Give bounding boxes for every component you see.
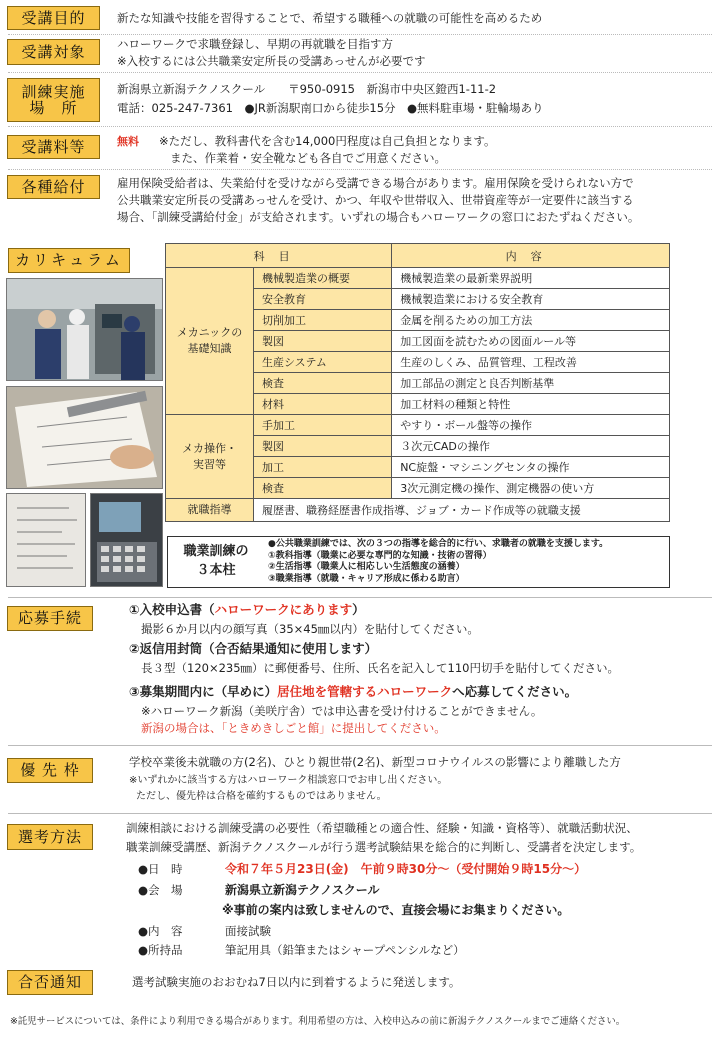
category-line: 実習等 [193, 457, 226, 471]
label-result: 合否通知 [7, 970, 93, 995]
selection-place-key: ●会 場 [138, 883, 183, 897]
pillars-description [268, 539, 608, 585]
app-step1-head: ①入校申込書（ [129, 602, 215, 617]
label-application: 応募手続 [7, 606, 93, 631]
label-venue-line2: 場 所 [29, 99, 78, 117]
pillars-line: ③職業指導（就職・キャリア形成に係わる助言） [268, 573, 465, 584]
subject-cell: 安全教育 [254, 289, 392, 310]
app-step1-heading [129, 601, 365, 618]
subject-cell: 加工 [254, 457, 392, 478]
header-content: 内容 [392, 244, 670, 268]
label-venue [7, 78, 100, 122]
selection-items-key: ●所持品 [138, 943, 183, 957]
selection-date-value: 令和７年５月23日(金) 午前９時30分～（受付開始９時15分～） [225, 862, 587, 876]
photo-drawing-measurement [6, 386, 163, 489]
benefits-line2: 公共職業安定所長の受講あっせんを受け、かつ、年収や世帯収入、世帯資産等が一定要件に該当する [117, 193, 634, 207]
selection-date-key: ●日 時 [138, 862, 183, 876]
pillars-line: ②生活指導（職業人に相応しい生活態度の涵養） [268, 562, 465, 572]
category-job-guidance: 就職指導 [166, 499, 254, 522]
venue-address: 新潟県立新潟テクノスクール 〒950-0915 新潟市中央区鐙西1-11-2 [117, 82, 497, 96]
table-row [166, 415, 670, 436]
subject-cell: 製図 [254, 436, 392, 457]
drawing-illustration [7, 387, 163, 489]
app-step3-heading [129, 683, 577, 700]
curriculum-header-row [166, 244, 670, 268]
content-cell: 3次元測定機の操作、測定機器の使い方 [392, 478, 670, 499]
notes-illustration [7, 494, 86, 587]
app-step1-text: 撮影６か月以内の顔写真（35×45㎜以内）を貼付してください。 [141, 622, 479, 636]
app-step1-red: ハローワークにあります [214, 602, 353, 617]
app-step3-note2: 新潟の場合は、「ときめきしごと館」に提出してください。 [141, 721, 446, 735]
category-mechanic-practice [166, 415, 254, 499]
app-step3-red: 居住地を管轄するハローワーク [277, 684, 453, 699]
priority-line1: 学校卒業後未就職の方(2名)、ひとり親世帯(2名)、新型コロナウイルスの影響により離職した方 [129, 755, 621, 769]
content-cell: やすり・ボール盤等の操作 [392, 415, 670, 436]
pillars-title-line: 職業訓練の [183, 544, 249, 559]
control-panel-illustration [91, 494, 163, 587]
target-line2: ※入校するには公共職業安定所長の受講あっせんが必要です [117, 54, 426, 68]
pillars-title [172, 542, 260, 580]
subject-cell: 切削加工 [254, 310, 392, 331]
subject-cell: 生産システム [254, 352, 392, 373]
label-selection: 選考方法 [7, 824, 93, 850]
label-fee: 受講料等 [7, 135, 100, 159]
selection-content-key: ●内 容 [138, 924, 183, 938]
content-cell: 加工図面を読むための図面ルール等 [392, 331, 670, 352]
content-cell: 機械製造業における安全教育 [392, 289, 670, 310]
app-step3-head: ③募集期間内に（早めに） [129, 684, 278, 699]
selection-place-value: 新潟県立新潟テクノスクール [225, 883, 380, 897]
label-benefits: 各種給付 [7, 175, 100, 199]
label-priority: 優 先 枠 [7, 758, 93, 783]
subject-cell: 製図 [254, 331, 392, 352]
fee-free: 無料 [117, 135, 139, 148]
photo-training-workshop [6, 278, 163, 381]
selection-content-value: 面接試験 [225, 924, 271, 938]
fee-line2: また、作業着・安全靴なども各自でご用意ください。 [170, 151, 446, 165]
app-step2-text: 長３型（120×235㎜）に郵便番号、住所、氏名を記入して110円切手を貼付してください。 [141, 661, 619, 675]
category-mechanic-basics [166, 268, 254, 415]
category-line: メカ操作・ [182, 441, 237, 455]
label-target: 受講対象 [7, 39, 100, 65]
fee-line1: ※ただし、教科書代を含む14,000円程度は自己負担となります。 [159, 134, 496, 148]
content-cell: 加工材料の種類と特性 [392, 394, 670, 415]
target-line1: ハローワークで求職登録し、早期の再就職を目指す方 [117, 37, 393, 51]
content-cell: 生産のしくみ、品質管理、工程改善 [392, 352, 670, 373]
content-cell: NC旋盤・マシニングセンタの操作 [392, 457, 670, 478]
selection-place-note: ※事前の案内は致しませんので、直接会場にお集まりください。 [222, 903, 570, 917]
app-step3-tail: へ応募してください。 [452, 684, 578, 699]
subject-cell: 材料 [254, 394, 392, 415]
subject-cell: 検査 [254, 478, 392, 499]
photo-notes [6, 493, 86, 587]
selection-line2: 職業訓練受講歴、新潟テクノスクールが行う選考試験結果を総合的に判断し、受講者を決定します。 [126, 840, 642, 854]
pillars-title-line: ３本柱 [196, 563, 236, 578]
selection-items-value: 筆記用具（鉛筆またはシャープペンシルなど） [225, 943, 465, 957]
priority-note2: ただし、優先枠は合格を確約するものではありません。 [136, 791, 387, 802]
content-cell: ３次元CADの操作 [392, 436, 670, 457]
label-curriculum: カリキュラム [8, 248, 130, 273]
category-line: 基礎知識 [187, 342, 232, 355]
app-step2-heading: ②返信用封筒（合否結果通知に使用します） [129, 641, 378, 656]
content-cell: 加工部品の測定と良否判断基準 [392, 373, 670, 394]
label-purpose: 受講目的 [7, 6, 100, 30]
three-pillars-box [167, 536, 670, 588]
footnote: ※託児サービスについては、条件により利用できる場合があります。利用希望の方は、入校申込みの前に新潟テクノスクールまでご連絡ください。 [10, 1016, 626, 1027]
table-row [166, 268, 670, 289]
content-cell: 履歴書、職務経歴書作成指導、ジョブ・カード作成等の就職支援 [254, 499, 670, 522]
venue-phone-access: 電話：025-247-7361 ●JR新潟駅南口から徒歩15分 ●無料駐車場・駐輪場あり [117, 101, 544, 115]
header-subject: 科目 [166, 244, 392, 268]
purpose-text: 新たな知識や技能を習得することで、希望する職種への就職の可能性を高めるため [117, 11, 543, 25]
benefits-line1: 雇用保険受給者は、失業給付を受けながら受講できる場合があります。雇用保険を受けられない方で [117, 176, 634, 190]
pillars-line: ●公共職業訓練では、次の３つの指導を総合的に行い、求職者の就職を支援します。 [268, 539, 609, 549]
content-cell: 機械製造業の最新業界説明 [392, 268, 670, 289]
workshop-illustration [7, 279, 163, 381]
photo-nc-control-panel [90, 493, 163, 587]
pillars-line: ①教科指導（職業に必要な専門的な知識・技術の習得） [268, 550, 492, 561]
subject-cell: 機械製造業の概要 [254, 268, 392, 289]
subject-cell: 検査 [254, 373, 392, 394]
curriculum-table [165, 243, 670, 522]
selection-line1: 訓練相談における訓練受講の必要性（希望職種との適合性、経験・知識・資格等）、就職活動状況、 [126, 821, 638, 835]
priority-note1: ※いずれかに該当する方はハローワーク相談窓口でお申し出ください。 [129, 775, 448, 786]
subject-cell: 手加工 [254, 415, 392, 436]
app-step3-note1: ※ハローワーク新潟（美咲庁舎）では申込書を受け付けることができません。 [141, 704, 543, 718]
benefits-line3: 場合、「訓練受講給付金」が支給されます。いずれの場合もハローワークの窓口におたずねください。 [117, 210, 640, 224]
result-text: 選考試験実施のおおむね7日以内に到着するように発送します。 [132, 975, 461, 989]
content-cell: 金属を削るための加工方法 [392, 310, 670, 331]
table-row [166, 499, 670, 522]
app-step1-tail: ） [352, 602, 365, 617]
label-venue-line1: 訓練実施 [21, 82, 86, 101]
category-line: メカニックの [176, 326, 243, 339]
